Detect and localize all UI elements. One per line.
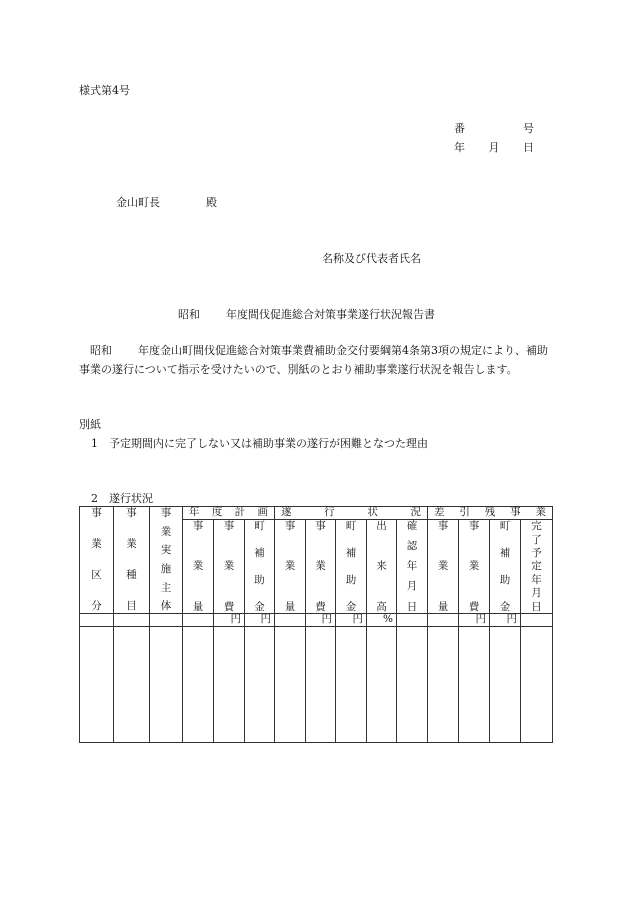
subheader-sub_progress-4 [397,520,428,614]
sender-label: 名称及び代表者氏名 [322,252,421,265]
header-char: 補 [345,546,357,559]
header-char: 引 [459,506,470,518]
header-char: 実 [160,544,172,557]
header-char: 年 [406,560,418,573]
header-char: 定 [531,560,542,573]
header-char: 来 [376,560,387,573]
header-char: 助 [345,573,357,586]
attachment-heading: 別紙 [79,418,101,431]
header-char: 町 [254,520,265,533]
unit-cell: % [367,614,397,627]
unit-cell [80,614,114,627]
header-char: 計 [234,506,246,518]
header-char: 費 [223,600,235,613]
header-char: 補 [254,546,265,559]
subheader-sub_plan-1 [214,520,245,614]
date-year: 年 [454,141,465,154]
data-cell[interactable] [306,627,336,743]
body-era: 昭和 [90,344,112,357]
subheader-sub_progress-1 [306,520,336,614]
header-char: 費 [315,600,326,613]
header-char: 行 [324,506,335,518]
report-title: 年度間伐促進総合対策事業遂行状況報告書 [226,308,435,321]
unit-cell [114,614,150,627]
header-char: 高 [376,600,387,613]
header-char: 認 [406,540,418,553]
header-implementing-body [150,507,183,614]
header-char: 月 [531,587,542,600]
subheader-sub_progress-0 [275,520,306,614]
header-char: 事 [284,520,296,533]
unit-cell: 円 [306,614,336,627]
header-char: 年 [531,573,542,586]
header-char: 残 [484,506,496,518]
header-char: 事 [126,507,137,519]
header-char: 況 [410,506,421,518]
header-char: 事 [437,520,449,533]
header-char: 業 [535,506,547,518]
unit-cell: 円 [245,614,275,627]
header-char: 金 [499,600,511,613]
header-progress-status [275,507,428,520]
date-month: 月 [488,141,500,154]
header-char: 事 [223,520,235,533]
addressee-name: 金山町長 [116,196,160,209]
data-cell[interactable] [183,627,214,743]
header-char: 遂 [281,506,292,518]
header-char: 業 [223,560,235,573]
unit-cell: 円 [459,614,490,627]
data-cell[interactable] [367,627,397,743]
data-cell[interactable] [150,627,183,743]
unit-cell [183,614,214,627]
header-char: 事 [160,507,172,519]
header-char: 業 [192,560,204,573]
header-char: 事 [315,520,326,533]
data-cell[interactable] [459,627,490,743]
unit-cell [397,614,428,627]
header-char: 区 [91,569,102,582]
form-number: 様式第4号 [79,84,130,97]
header-char: 月 [406,580,418,593]
header-char: 出 [376,520,387,533]
data-cell[interactable] [245,627,275,743]
header-char: 完 [531,520,542,533]
header-char: 町 [499,520,511,533]
header-business-type [114,507,150,614]
data-cell[interactable] [80,627,114,743]
header-char: 事 [192,520,204,533]
report-date [454,139,534,155]
unit-cell [521,614,553,627]
header-remaining-work [428,507,553,520]
unit-cell: 円 [214,614,245,627]
header-char: 業 [91,538,102,551]
header-char: 金 [345,600,357,613]
header-char: 町 [345,520,357,533]
header-char: 業 [160,525,172,538]
date-day: 日 [523,141,534,154]
header-char: 業 [437,560,449,573]
header-char: 了 [531,533,542,546]
data-cell[interactable] [428,627,459,743]
subheader-sub_remaining-0 [428,520,459,614]
subheader-sub_plan-2 [245,520,275,614]
header-char: 施 [160,563,172,576]
data-cell[interactable] [114,627,150,743]
header-char: 助 [499,573,511,586]
header-char: 補 [499,546,511,559]
header-char: 量 [192,600,204,613]
reference-number [454,120,534,136]
header-char: 種 [126,569,137,582]
header-char: 目 [126,600,137,613]
title-era: 昭和 [178,308,200,321]
header-char: 分 [91,600,102,613]
data-cell[interactable] [521,627,553,743]
unit-cell: 円 [490,614,521,627]
subheader-sub_remaining-3 [521,520,553,614]
unit-cell: 円 [336,614,367,627]
header-char: 事 [468,520,480,533]
header-char: 差 [434,506,445,518]
attachment-item-2: 2 遂行状況 [91,492,153,505]
subheader-sub_remaining-1 [459,520,490,614]
header-char: 事 [510,506,521,518]
header-char: 年 [189,506,200,518]
header-business-category [80,507,114,614]
addressee-honorific: 殿 [206,196,217,209]
header-char: 体 [160,600,172,613]
body-text: 年度金山町間伐促進総合対策事業費補助金交付要綱第4条第3項の規定により、補助事業の遂行について指示を受けたいので、別紙のとおり補助事業遂行状況を報告します。 [79,344,548,376]
data-cell[interactable] [214,627,245,743]
header-char: 確 [406,520,418,533]
header-char: 業 [284,560,296,573]
header-char: 金 [254,600,265,613]
subheader-sub_remaining-2 [490,520,521,614]
header-char: 業 [468,560,480,573]
data-cell[interactable] [275,627,306,743]
progress-table [79,506,553,743]
unit-cell [275,614,306,627]
header-char: 予 [531,546,542,559]
header-char: 量 [437,600,449,613]
attachment-item-1: 1 予定期間内に完了しない又は補助事業の遂行が困難となつた理由 [91,437,428,450]
header-char: 事 [91,507,102,519]
data-cell[interactable] [490,627,521,743]
subheader-sub_progress-2 [336,520,367,614]
header-char: 主 [160,581,172,594]
header-char: 助 [254,573,265,586]
header-char: 状 [367,506,378,518]
header-char: 日 [531,600,542,613]
header-char: 費 [468,600,480,613]
number-label-ban: 番 [454,122,465,135]
header-annual-plan [183,507,275,520]
header-char: 日 [406,600,418,613]
header-char: 業 [315,560,326,573]
header-char: 度 [211,506,223,518]
header-char: 量 [284,600,296,613]
subheader-sub_plan-0 [183,520,214,614]
unit-cell [150,614,183,627]
number-label-go: 号 [523,122,534,135]
body-paragraph [79,341,549,379]
data-cell[interactable] [397,627,428,743]
header-char: 業 [126,538,137,551]
header-char: 画 [257,506,268,518]
subheader-sub_progress-3 [367,520,397,614]
unit-cell [428,614,459,627]
data-cell[interactable] [336,627,367,743]
